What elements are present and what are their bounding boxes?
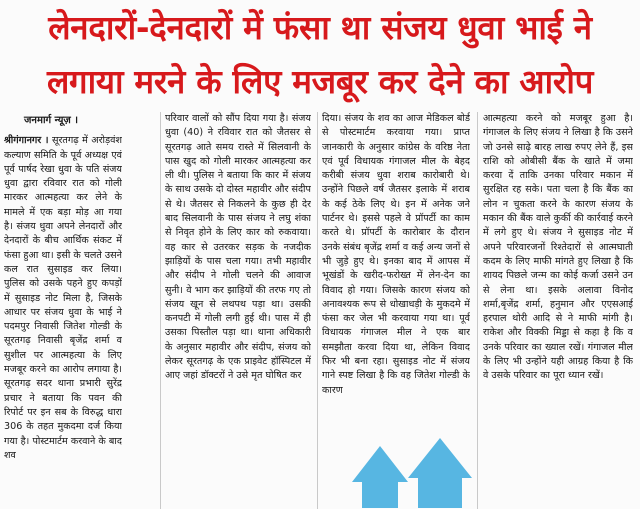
article-paragraph bbox=[4, 134, 122, 463]
column-text: आत्महत्या करने को मजबूर हुआ है। गंगाजल के लिए संजय ने लिखा है कि उसने जो उनसे साढ़े बारह लाख रुपए लेने हैं, इस राशि को ओबीसी बैंक के खाते में जमा करवा दें ताकि उनका परिवार मकान में सुरक्षित रह सके। पता चला है कि बैंक का लोन न चुकता करने के कारण संजय के मकान की बैंक वाले कुर्की की कार्रवाई करने में लगे हुए थे। संजय ने सुसाइड नोट में अपने परिवारजनों रिश्तेदारों से आत्मघाती कदम के लिए माफी मांगते हुए लिखा है कि शायद पिछले जन्म का कोई कर्जा उसने उन से लेना था। इसके अलावा विनोद शर्मा,बृजेंद्र शर्मा, हनुमान और एएसआई हरपाल थोरी आदि से ने माफी मांगी है। राकेश और विक्की मिड्डा से कहा है कि व उनके परिवार का ख्याल रखें। गंगाजल मील के लिए भी उन्होंने यही आग्रह किया है कि वे उसके परिवार का पूरा ध्यान रखें। bbox=[483, 113, 633, 382]
article-column-1 bbox=[4, 112, 122, 509]
column-text: दिया। संजय के शव का आज मेडिकल बोर्ड से पोस्टमार्टम करवाया गया। प्राप्त जानकारी के अनुसार कांग्रेस के वरिष्ठ नेता एवं पूर्व विधायक गंगाजल मील के बेहद करीबी संजय धुवा शराब कारोबारी थे। उन्होंने पिछले वर्ष जैतसर इलाके में शराब के कई ठेके लिए थे। इन में अनेक जने पार्टनर थे। इससे पहले वे प्रॉपर्टी का काम करते थे। प्रॉपर्टी के कारोबार के दौरान उनके संबंध बृजेंद्र शर्मा व कई अन्य जनों से भी जुड़े हुए थे। इनका बाद में आपस में भूखंडों के खरीद-फरोख्त में लेन-देन का विवाद हो गया। जिसके कारण संजय को अनावश्यक रूप से धोखाधड़ी के मुकदमे में फंसा कर जेल भी करवाया गया था। पूर्व विधायक गंगाजल मील ने एक बार समझौता करवा दिया था, लेकिन विवाद फिर भी बना रहा। सुसाइड नोट में संजय गाने स्पष्ट लिखा है कि वह जितेश गोल्डी के कारण bbox=[322, 113, 470, 396]
column-divider bbox=[477, 112, 478, 509]
byline: जनमार्ग न्यूज़ । bbox=[24, 115, 79, 126]
article-column-3 bbox=[322, 112, 470, 509]
headline-line-1: लेनदारों-देनदारों में फंसा था संजय धुवा भाई ने bbox=[48, 8, 592, 47]
column-text: परिवार वालों को सौंप दिया गया है। संजय धुवा (40) ने रविवार रात को जैतसर से सूरतगढ़ आते समय रास्ते में सिलवानी के पास खुद को गोली मारकर आत्महत्या कर ली थी। पुलिस ने बताया कि कार में संजय के साथ उसके दो दोस्त महावीर और संदीप से थे। जैतसर से निकलने के कुछ ही देर बाद सिलवानी के पास संजय ने लघु शंका से निवृत होने के लिए कार को रुकवाया। वह कार से उतरकर सड़क के नजदीक झाड़ियों के पास चला गया। तभी महावीर और संदीप ने गोली चलने की आवाज सुनी। वे भाग कर झाड़ियों की तरफ गए तो संजय खून से लथपथ पड़ा था। उसकी कनपटी में गोली लगी हुई थी। पास में ही उसका पिस्तौल पड़ा था। थाना अधिकारी के अनुसार महावीर और संदीप, संजय को लेकर सूरतगढ़ के एक प्राइवेट हॉस्पिटल में आए जहां डॉक्टरों ने उसे मृत घोषित कर bbox=[165, 113, 311, 382]
headline bbox=[0, 0, 640, 112]
article-column-2 bbox=[165, 112, 311, 509]
article-body bbox=[0, 112, 640, 509]
column-divider bbox=[160, 112, 161, 509]
column-text: सूरतगढ़ में अरोड़वंश कल्याण समिति के पूर्व अध्यक्ष एवं पूर्व पार्षद रेखा धुवा के पति संजय धुवा द्वारा रविवार रात को गोली मारकर आत्महत्या कर लेने के मामले में एक बड़ा मोड़ आ गया है। संजय धुवा अपने लेनदारों और देनदारों के बीच आर्थिक संकट में फंसा हुआ था। इसी के चलते उसने कल रात सुसाइड कर लिया। पुलिस को उसके पहने हुए कपड़ों में सुसाइड नोट मिला है, जिसके आधार पर संजय धुवा के भाई ने पदमपुर निवासी जितेश गोल्डी के सूरतगढ़ निवासी बृजेंद्र शर्मा व सुशील पर आत्महत्या के लिए मजबूर करने का आरोप लगाया है। सूरतगढ़ सदर थाना प्रभारी सुरेंद्र प्रचार ने बताया कि पवन की रिपोर्ट पर इन सब के विरुद्ध धारा 306 के तहत मुकदमा दर्ज किया गया है। पोस्टमार्टम करवाने के बाद शव bbox=[4, 135, 122, 461]
column-divider bbox=[317, 112, 318, 509]
dateline: श्रीगंगानगर । bbox=[4, 135, 49, 147]
article-column-4 bbox=[483, 112, 633, 509]
headline-line-2: लगाया मरने के लिए मजबूर कर देने का आरोप bbox=[46, 62, 594, 101]
